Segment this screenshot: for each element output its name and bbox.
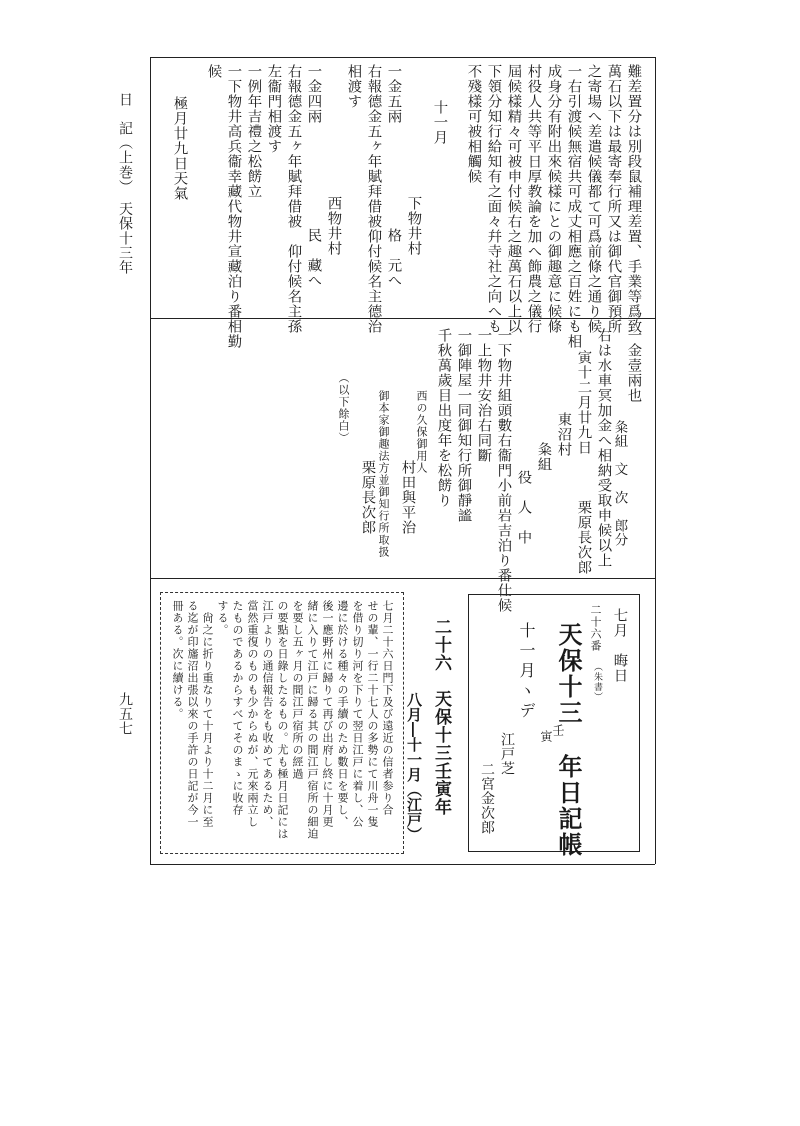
- text-line: 屆候樣精々可被申付候右之趣萬石以上以: [505, 64, 522, 334]
- note-line: を要し五ヶ月の間江戸宿所の經過: [291, 600, 304, 780]
- text-line: 村役人共等平日厚教論を加へ飾農之儀行: [525, 64, 542, 334]
- text-line: 千秋萬歲目出度年を松餝り: [435, 328, 452, 508]
- page-number: 九五七: [117, 692, 133, 736]
- blank-note: （以下餘白）: [337, 372, 350, 444]
- cover-title-b: 年日記帳: [554, 754, 583, 858]
- text-line: 難差置分は別段鼠補理差置、手業等爲致: [625, 64, 642, 334]
- text-line: 下領分知行給知有之面々幷寺社之向へも: [485, 64, 502, 334]
- signature: 栗原長次郎: [575, 500, 592, 575]
- note-line: 冊ある。次に續ける。: [171, 600, 184, 720]
- text-line: 相渡す: [345, 64, 362, 109]
- bottom-rule: [150, 864, 655, 865]
- signature: 栗原長次郎: [359, 460, 376, 535]
- text-line: 一金壹兩也: [625, 328, 642, 403]
- cover-era: 壬: [551, 724, 565, 737]
- text-line: 左衞門相渡す: [265, 64, 282, 154]
- month-heading: 十一月: [431, 100, 448, 145]
- note-line: せの輩、一行二十七人の多勢にて川舟一隻: [366, 600, 379, 828]
- signature: 粂組: [535, 442, 552, 472]
- top-rule: [150, 57, 655, 58]
- text-line: 之寄場へ差遣候儀都て可爲前條之通り候: [585, 64, 602, 334]
- signature: 東沼村: [555, 412, 572, 457]
- text-line: 一下物井高兵衞幸藏代物井宣藏泊り番相勤: [225, 64, 242, 349]
- signature: 粂組 文 次 郎分: [611, 420, 628, 547]
- cover-sign: 寅: [539, 730, 553, 743]
- signature: 西物井村: [325, 196, 342, 256]
- text-line: 一例年吉禮之松餝立: [245, 64, 262, 199]
- signature: 村田與平治: [399, 460, 416, 535]
- left-frame: [150, 57, 151, 864]
- note-line: 緒に入りて江戸に歸る其の間江戸宿所の細迫: [306, 600, 319, 840]
- signature: 御本家御趣法方並御知行所取扱: [377, 390, 390, 558]
- note-line: たものであるからすべてそのまゝに收存: [231, 600, 244, 816]
- cover-number: 二十六番: [589, 604, 602, 652]
- text-line: 一金五兩: [385, 64, 402, 124]
- cover-range: 十一月ヽデ: [517, 622, 536, 722]
- cover-place: 江戸芝: [499, 732, 515, 776]
- cover-month: 七月 晦日: [611, 608, 628, 683]
- note-line: 尙之に折り重なりて十月より十二月に至: [201, 612, 214, 828]
- note-line: を借り切り河を下りて翌日江戸に着し、公: [351, 600, 364, 828]
- signature: 役 人 中: [515, 470, 532, 545]
- text-line: 一御陣屋一同御知行所御靜謐: [455, 328, 472, 523]
- note-line: る迄が印旛沼出張以來の手許の日記が今一: [186, 600, 199, 828]
- signature: 下物井村: [405, 196, 422, 256]
- date-line: 極月廿九日天氣: [171, 96, 188, 201]
- signature: 西の久保御用人: [415, 390, 428, 474]
- text-line: 成身分有附出來候樣にとの御趣意に候條: [545, 64, 562, 334]
- note-line: 後一應野州に歸りて再び出府し終に十月更: [321, 600, 334, 828]
- note-line: の要點を日錄したるもの。尤も極月日記には: [276, 600, 289, 840]
- text-line: 右は水車冥加金へ相納受取申候以上: [595, 328, 612, 568]
- text-line: 萬石以下は最寄奉行所又は御代官御預所: [605, 64, 622, 334]
- section-heading: 二十六 天保十三壬寅年: [431, 618, 451, 816]
- date-line: 寅十二月廿九日: [575, 350, 592, 455]
- text-line: 右報德金五ヶ年賦拜借被 仰付候名主孫: [285, 64, 302, 334]
- text-line: 不殘樣可被相觸候: [465, 64, 482, 184]
- note-line: 七月二十六日門下及び遠近の信者参り合: [381, 600, 394, 816]
- signature: 民 藏へ: [305, 228, 322, 288]
- right-frame: [655, 57, 656, 864]
- cover-seal: （朱書）: [592, 662, 602, 702]
- note-line: する。: [216, 600, 229, 636]
- text-line: 右報德金五ヶ年賦拜借被仰付候名主德治: [365, 64, 382, 334]
- cover-author: 二宮金次郎: [479, 762, 495, 835]
- section-dates: 八月―十一月（江戸）: [405, 692, 423, 842]
- cover-title-a: 天保十三: [554, 622, 583, 726]
- note-line: 當然重復のものも少からぬが、元來兩立し: [246, 600, 259, 828]
- running-header: 日 記（上巻） 天保十三年: [117, 92, 133, 275]
- note-line: 邊に於ける種々の手續のため數日を要し、: [336, 600, 349, 828]
- text-line: 候: [205, 64, 222, 79]
- text-line: 一右引渡候無宿共可成丈相應之百姓にも相: [565, 64, 582, 349]
- text-line: 一上物井安治右同斷: [475, 328, 492, 463]
- signature: 格 元へ: [385, 228, 402, 288]
- lower-rule: [150, 578, 655, 579]
- text-line: 一金四兩: [305, 64, 322, 124]
- note-line: 江戸よりの通信報告をも收めてあるため、: [261, 600, 274, 828]
- text-line: 一下物井組頭數右衞門小前岩吉泊り番仕候: [495, 328, 512, 613]
